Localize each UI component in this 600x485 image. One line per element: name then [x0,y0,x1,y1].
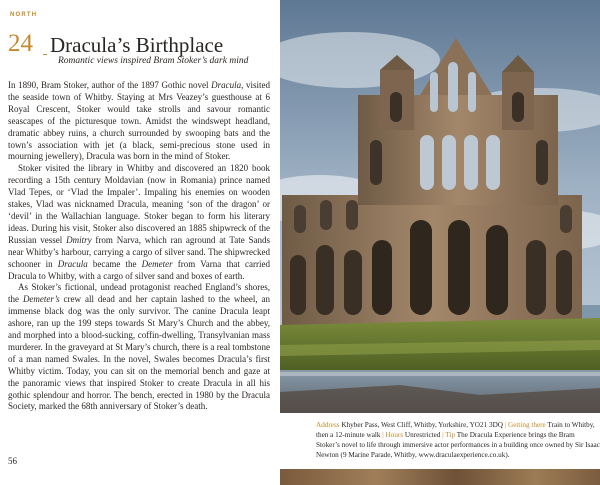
paragraph-3: As Stoker’s fictional, undead protagonist reached England’s shores, the Demeter’s crew all dead and her captain lashed to the wheel, an immense black dog was the only survivor. The canine Dracula leapt ashore, ran up the 199 steps towards St Mary’s Church and the abbey, and morphed into a blood-sucking, coffin-dwelling, Transylvanian mass murderer. In the graveyard at St Mary’s church, there is a real tombstone of a man named Swales. In the novel, Swales becomes Dracula’s first Whitby victim. Today, you can sit on the memorial bench and gaze at the panoramic views that inspired Stoker to create Dracula in all his gothic splendour and horror. The bench, erected in 1980 by the Dracula Society, marked the 68th anniversary of Stoker’s death. [8,282,270,412]
abbey-photo [280,0,600,413]
address-value: Khyber Pass, West Cliff, Whitby, Yorkshire, YO21 3DQ [341,421,503,429]
address-label: Address [316,421,340,429]
visitor-info [316,420,600,460]
bottom-photo-strip [280,469,600,485]
chapter-rule [43,54,47,55]
paragraph-2: Stoker visited the library in Whitby and discovered an 1820 book recording a 15th century Moldavian (now in Romania) prince named Vlad Tepes, or ‘Vlad the Impaler’. Impaling his enemies on wooden stakes, Vlad was nicknamed Dracula, meaning ‘son of the dragon’ or ‘devil’ in the Wallachian language. Stoker began to form his literary ideas. During his visit, Stoker also discovered an 1885 shipwreck of the Russian vessel Dmitry from Narva, which ran aground at Tate Sands near Whitby’s harbour, carrying a cargo of silver sand. The shipwrecked schooner in Dracula became the Demeter from Varna that carried Dracula to Whitby, with a cargo of silver sand and boxes of earth. [8,163,271,281]
section-label: NORTH [10,12,38,18]
getting-there-value: Train to Whitby, then a 12-minute walk [316,421,595,439]
chapter-number: 24 [8,30,33,57]
body-text [8,80,270,413]
getting-there-label: Getting there [508,421,546,429]
chapter-title: Dracula’s Birthplace [50,33,224,57]
page-number: 56 [8,456,17,466]
info-separator: | [442,431,444,439]
tip-value: The Dracula Experience brings the Bram Stoker’s novel to life through immersive actor performances in a building once owned by Sir Isaac Newton (9 Marine Parade, Whitby, www.draculaexperience.co.uk). [316,431,600,459]
info-separator: | [504,421,507,429]
hours-value: Unrestricted [404,431,441,439]
hours-label: Hours [385,431,404,439]
tip-label: Tip [445,431,456,439]
paragraph-1: In 1890, Bram Stoker, author of the 1897 Gothic novel Dracula, visited the seaside town of Whitby. Staying at Mrs Veazey’s guesthouse at 6 Royal Crescent, Stoker would take strolls and savour romantic seascapes of the picturesque town. Amidst the windswept headland, dramatic abbey ruins, a church surrounded by swooping bats and the town’s association with jet (a black, semi-precious stone used in mourning jewellery), Dracula was born in the mind of Stoker. [8,80,271,162]
chapter-subtitle: Romantic views inspired Bram Stoker’s dark mind [58,56,249,66]
chapter-heading [8,30,274,70]
info-separator: | [382,431,384,439]
